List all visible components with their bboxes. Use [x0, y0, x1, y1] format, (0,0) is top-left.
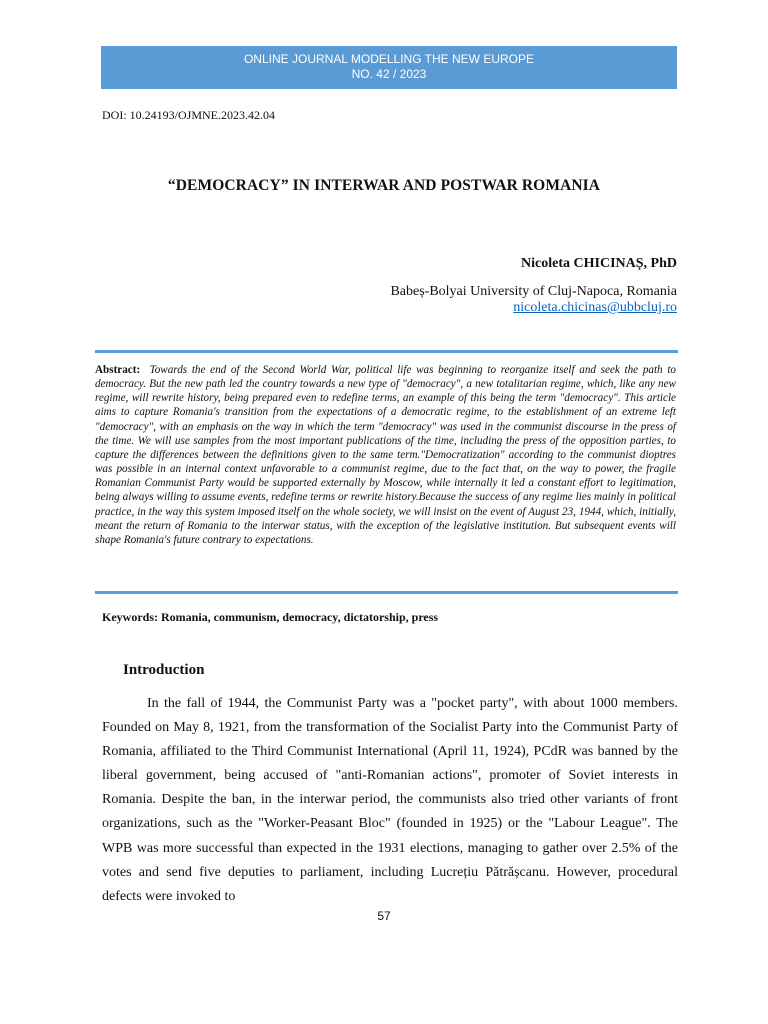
introduction-paragraph: In the fall of 1944, the Communist Party was a "pocket party", with about 1000 members. Founded on May 8, 1921, from the transformation of the Socialist Party into the Communist Party of Romania, affiliated to the Third Communist International (April 11, 1924), PCdR was banned by the liberal government, being accused of "anti-Romanian actions", promoter of Soviet interests in Romania. Despite the ban, in the interwar period, the communists also tried other variants of front organizations, such as the "Worker-Peasant Bloc" (founded in 1925) or the "Labour League". The WPB was more successful than expected in the 1931 elections, managing to gather over 2.5% of the votes and send five deputies to parliament, including Lucrețiu Pătrășcanu. However, procedural defects were invoked to: [102, 696, 678, 904]
abstract: [95, 363, 676, 547]
author-email-link[interactable]: nicoleta.chicinas@ubbcluj.ro: [513, 300, 677, 315]
paper-title: “DEMOCRACY” IN INTERWAR AND POSTWAR ROMANIA: [167, 177, 601, 194]
abstract-label: Abstract:: [95, 364, 141, 376]
journal-header-banner: [101, 46, 677, 89]
author-name: Nicoleta CHICINAȘ, PhD: [521, 256, 677, 271]
abstract-top-rule: [95, 350, 678, 353]
keywords-line: Keywords: Romania, communism, democracy, dictatorship, press: [102, 610, 439, 624]
doi-line: DOI: 10.24193/OJMNE.2023.42.04: [102, 108, 275, 122]
page-number: 57: [377, 909, 391, 923]
introduction-body: [102, 692, 678, 909]
abstract-text: Towards the end of the Second World War, political life was beginning to reorganize itself and seek the path to democracy. But the new path led the country towards a new type of "democracy", a new totalitarian regime, which, like any new regime, will rewrite history, being prepared even to redefine terms, an example of this being the term "democracy". This article aims to capture Romania's transition from the expectations of a democratic regime, to the establishment of an extreme left "democracy", with an emphasis on the way in which the term "democracy" was used in the communist discourse in the press of the time. We will use samples from the most important publications of the time, including the press of the opposition parties, to capture the differences between the definitions given to the same term."Democratization" according to the communist dioptres was possible in an internal context unfavorable to a communist regime, due to the fact that, on the way to power, the fragile Romanian Communist Party would be supported externally by Moscow, while internally it led a constant effort to legitimation, being always willing to assume events, redefine terms or rewrite history.Because the success of any regime lies mainly in political practice, in the way this system imposed itself on the whole society, we will insist on the event of August 23, 1944, which, initially, meant the return of Romania to the interwar status, with the exception of the legislative institution. But subsequent events will shape Romania's future contrary to expectations.: [95, 364, 676, 546]
author-affiliation: Babeș-Bolyai University of Cluj-Napoca, Romania: [390, 284, 677, 299]
author-block: [390, 256, 677, 316]
abstract-bottom-rule: [95, 591, 678, 594]
section-heading-introduction: Introduction: [123, 662, 205, 678]
journal-issue: NO. 42 / 2023: [351, 67, 427, 81]
journal-name: ONLINE JOURNAL MODELLING THE NEW EUROPE: [243, 52, 535, 66]
